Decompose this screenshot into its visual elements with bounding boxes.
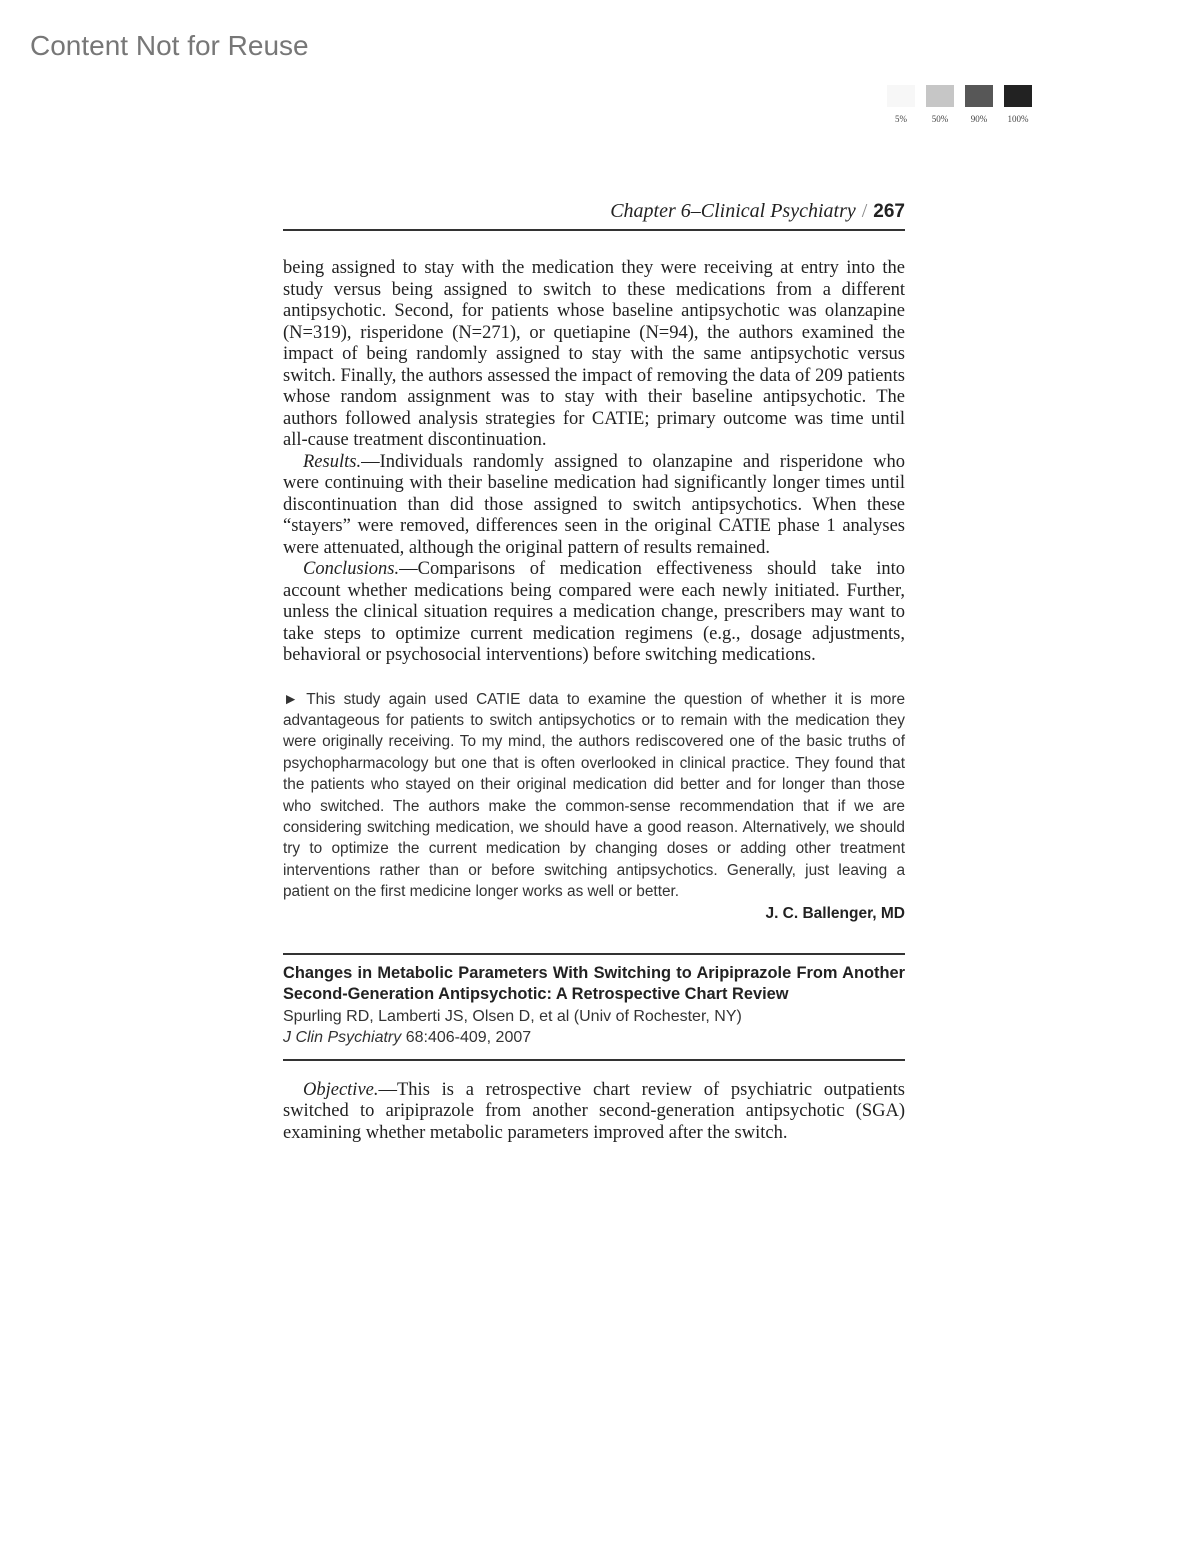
journal-name: J Clin Psychiatry: [283, 1029, 402, 1047]
objective-paragraph: [283, 1080, 905, 1145]
editor-commentary: [283, 689, 905, 903]
header-separator: /: [861, 200, 868, 222]
swatch-5: [887, 85, 915, 107]
chapter-title: Chapter 6–Clinical Psychiatry: [610, 200, 856, 222]
swatch-label-100: 100%: [1007, 114, 1029, 124]
objective-text: —This is a retrospective chart review of psychiatric outpatients switched to aripiprazole from another second-generation antipsychotic (SGA) examining whether metabolic parameters improved after the switch.: [283, 1079, 905, 1143]
article-citation: [283, 1027, 905, 1049]
article-authors: Spurling RD, Lamberti JS, Olsen D, et al (Univ of Rochester, NY): [283, 1007, 742, 1025]
citation-details: 68:406-409, 2007: [401, 1029, 532, 1047]
conclusions-paragraph: [283, 559, 905, 667]
commentary-text: This study again used CATIE data to examine the question of whether it is more advantageous for patients to switch antipsychotics or to remain with the medication they were originally receiving. To my mind, the authors rediscovered one of the basic truths of psychopharmacology but one that is often overlooked in clinical practice. They found that the patients who stayed on their original medication did better and for longer than those who switched. The authors make the common-sense recommendation that if we are considering switching medication, we should have a good reason. Alternatively, we should try to optimize the current medication by changing doses or adding other treatment interventions rather than or before switching antipsychotics. Generally, just leaving a patient on the first medicine longer works as well or better.: [283, 690, 906, 901]
running-head: [283, 200, 905, 231]
page-number: 267: [873, 201, 905, 222]
results-text: —Individuals randomly assigned to olanzapine and risperidone who were continuing with their baseline medication had significantly longer times until discontinuation than did those assigned to switch antipsychotics. When these “stayers” were removed, differences seen in the original CATIE phase 1 analyses were attenuated, although the original pattern of results remained.: [283, 451, 905, 558]
book-page: [283, 200, 905, 1144]
body-paragraph: being assigned to stay with the medication they were receiving at entry into the study versus being assigned to switch to these medications from a different antipsychotic. Second, for patients whose baseline antipsychotic was olanzapine (N=319), risperidone (N=271), or quetiapine (N=94), the authors examined the impact of being randomly assigned to stay with the same antipsychotic versus switch. Finally, the authors assessed the impact of removing the data of 209 patients whose random assignment was to stay with their baseline antipsychotic. The authors followed analysis strategies for CATIE; primary outcome was time until all-cause treatment discontinuation.: [283, 258, 906, 450]
watermark-text: Content Not for Reuse: [30, 30, 309, 61]
conclusions-text: —Comparisons of medication effectiveness should take into account whether medications being compared were each newly initiated. Further, unless the clinical situation requires a medication change, prescribers may want to take steps to optimize current medication regimens (e.g., dosage adjustments, behavioral or psychosocial interventions) before switching medications.: [283, 559, 905, 665]
swatch-90: [965, 85, 993, 107]
article-header: [283, 953, 905, 1061]
swatch-50: [926, 85, 954, 107]
swatch-100: [1004, 85, 1032, 107]
swatch-label-50: 50%: [931, 114, 949, 124]
triangle-bullet-icon: ►: [283, 690, 299, 708]
results-paragraph: [283, 452, 905, 560]
commentary-signature: J. C. Ballenger, MD: [765, 904, 905, 922]
objective-label: Objective.: [303, 1079, 379, 1100]
article-title: Changes in Metabolic Parameters With Switching to Aripiprazole From Another Second-Generation Antipsychotic: A Retrospective Chart Review: [283, 963, 905, 1004]
swatch-label-5: 5%: [895, 114, 907, 124]
conclusions-label: Conclusions.: [303, 559, 400, 579]
swatch-label-90: 90%: [970, 114, 988, 124]
results-label: Results.: [303, 451, 362, 472]
